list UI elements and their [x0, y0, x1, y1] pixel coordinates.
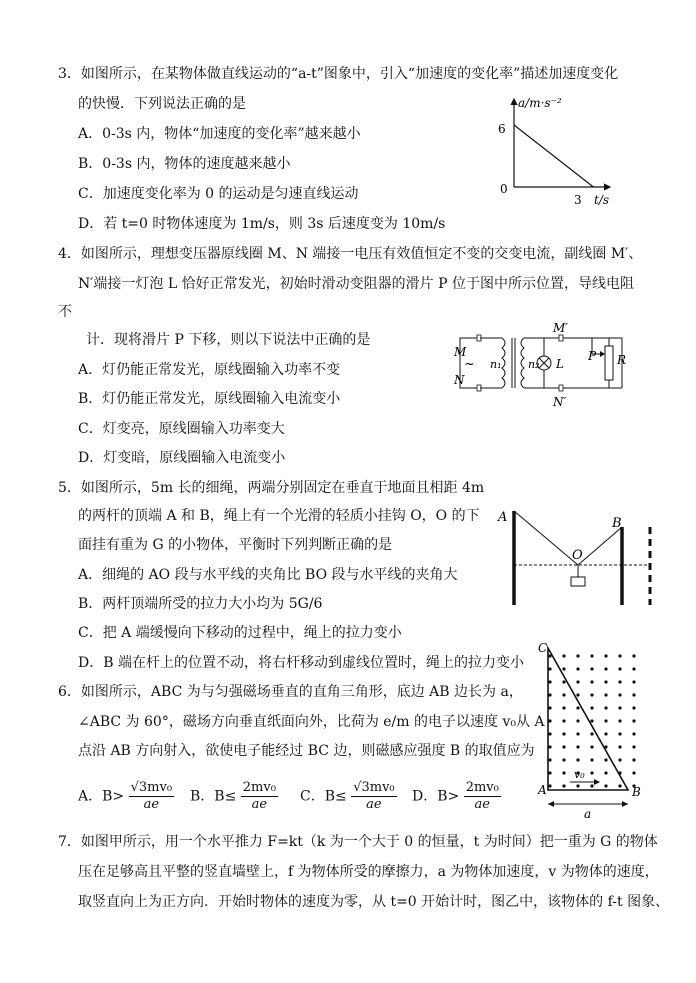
- field-dot: [632, 719, 635, 722]
- field-dot: [576, 680, 579, 683]
- label-c: C: [538, 641, 548, 655]
- field-dot: [562, 758, 565, 761]
- field-dot: [604, 771, 607, 774]
- q5-option-d: D．B 端在杆上的位置不动，将右杆移动到虚线位置时，绳上的拉力变小: [78, 655, 524, 671]
- q6-option-c: [300, 780, 397, 813]
- label-b: B: [612, 516, 622, 531]
- q6-b-num: 2mv₀: [242, 780, 276, 795]
- field-dot: [562, 654, 565, 657]
- field-dot: [590, 680, 593, 683]
- label-b: B: [632, 785, 641, 799]
- field-dot: [576, 758, 579, 761]
- label-a: A: [538, 783, 547, 797]
- q4-option-b: B．灯仍能正常发光，原线圈输入电流变小: [78, 391, 341, 407]
- field-dot: [604, 758, 607, 761]
- q6-option-b: [190, 780, 278, 813]
- q6-d-prefix: D．B>: [412, 788, 460, 805]
- field-dot: [548, 680, 551, 683]
- field-dot: [632, 745, 635, 748]
- field-dot: [576, 732, 579, 735]
- label-m: M: [454, 345, 467, 359]
- field-dot: [590, 784, 593, 787]
- field-dot: [562, 732, 565, 735]
- field-dot: [590, 706, 593, 709]
- q6-d-num: 2mv₀: [465, 780, 499, 795]
- field-dot: [548, 667, 551, 670]
- q5-line2: 的两杆的顶端 A 和 B，绳上有一个光滑的轻质小挂钩 O，O 的下: [78, 508, 480, 524]
- ac-symbol: ~: [464, 357, 475, 372]
- label-n2: n₂: [528, 358, 540, 371]
- field-dot: [562, 693, 565, 696]
- field-dot: [562, 680, 565, 683]
- q6-c-den: ae: [366, 797, 382, 812]
- field-dot: [590, 758, 593, 761]
- q6-a-num: √3mv₀: [130, 780, 173, 795]
- field-dot: [632, 680, 635, 683]
- q3-line1: 3．如图所示，在某物体做直线运动的“a-t”图象中，引入“加速度的变化率”描述加速度变化: [58, 66, 619, 82]
- q4-line2: N′端接一灯泡 L 恰好正常发光，初始时滑动变阻器的滑片 P 位于图中所示位置，导线电阻: [78, 276, 634, 292]
- q6-line1: 6．如图所示，ABC 为与匀强磁场垂直的直角三角形，底边 AB 边长为 a，: [58, 684, 523, 700]
- q6-option-d: [412, 780, 501, 813]
- field-dot: [576, 719, 579, 722]
- field-dot: [562, 745, 565, 748]
- q4-line3: 不: [58, 304, 72, 320]
- field-dot: [590, 693, 593, 696]
- field-dot: [590, 771, 593, 774]
- field-dot: [562, 784, 565, 787]
- field-dot: [548, 693, 551, 696]
- q5-option-a: A．细绳的 AO 段与水平线的夹角比 BO 段与水平线的夹角大: [78, 567, 458, 583]
- rope-ao: [514, 511, 578, 565]
- q7-line3: 取竖直向上为正方向．开始时物体的速度为零，从 t=0 开始计时，图乙中，该物体的 f-t 图象、: [78, 894, 670, 910]
- label-np: N′: [553, 395, 567, 409]
- field-dot: [618, 680, 621, 683]
- q3-at-graph: [490, 95, 620, 210]
- field-dot: [576, 706, 579, 709]
- field-dot: [576, 745, 579, 748]
- field-dot: [562, 706, 565, 709]
- field-dot: [632, 654, 635, 657]
- secondary-coil: [521, 338, 524, 388]
- q6-magnetic-field-diagram: [536, 640, 648, 820]
- field-dot: [618, 758, 621, 761]
- label-a-length: a: [584, 807, 592, 821]
- field-dot: [618, 745, 621, 748]
- q3-series-line: [514, 125, 593, 187]
- field-dot: [618, 667, 621, 670]
- field-dot: [576, 667, 579, 670]
- q6-c-prefix: C．B≤: [300, 788, 347, 805]
- field-dot: [562, 667, 565, 670]
- hanging-weight: [571, 577, 585, 586]
- q3-x-tick: 3: [574, 193, 582, 207]
- q4-line1: 4．如图所示，理想变压器原线圈 M、N 端接一电压有效值恒定不变的交变电流，副线圈 M′、: [58, 246, 643, 262]
- label-p: P: [588, 349, 597, 363]
- field-dot: [576, 654, 579, 657]
- q7-line1: 7．如图甲所示，用一个水平推力 F=kt（k 为一个大于 0 的恒量，t 为时间）把一重为 G 的物体: [58, 834, 658, 850]
- q6-line3: 点沿 AB 方向射入，欲使电子能经过 BC 边，则磁感应强度 B 的取值应为: [78, 743, 535, 759]
- field-dot: [562, 771, 565, 774]
- q6-b-fraction: [241, 780, 278, 813]
- field-dot: [604, 706, 607, 709]
- q7-line2: 压在足够高且平整的竖直墙壁上，f 为物体所受的摩擦力，a 为物体加速度，v 为物体的速度，: [78, 864, 659, 880]
- field-dot: [632, 706, 635, 709]
- field-dot: [548, 784, 551, 787]
- field-dot: [562, 719, 565, 722]
- label-l: L: [556, 357, 564, 371]
- field-dot: [604, 732, 607, 735]
- field-dot: [548, 758, 551, 761]
- field-dot: [618, 719, 621, 722]
- label-v0: v₀: [574, 768, 585, 781]
- q5-line1: 5．如图所示，5m 长的细绳，两端分别固定在垂直于地面且相距 4m: [58, 480, 485, 496]
- q3-origin: 0: [500, 182, 508, 196]
- field-dot: [548, 732, 551, 735]
- field-dot: [632, 693, 635, 696]
- q3-xlabel: t/s: [594, 193, 610, 207]
- field-dot: [548, 719, 551, 722]
- q4-line4: 计．现将滑片 P 下移，则以下说法中正确的是: [86, 332, 371, 348]
- field-dot: [576, 784, 579, 787]
- field-dot: [604, 784, 607, 787]
- field-dot: [618, 784, 621, 787]
- q4-circuit-diagram: [452, 318, 642, 410]
- field-dot: [590, 667, 593, 670]
- field-dot: [604, 654, 607, 657]
- field-dots: [548, 654, 635, 787]
- field-dot: [632, 667, 635, 670]
- field-dot: [618, 732, 621, 735]
- field-dot: [590, 745, 593, 748]
- label-o: O: [572, 548, 583, 563]
- label-n1: n₁: [490, 358, 502, 371]
- field-dot: [604, 680, 607, 683]
- q5-line3: 面挂有重为 G 的小物体，平衡时下列判断正确的是: [78, 537, 393, 553]
- field-dot: [590, 719, 593, 722]
- primary-coil: [502, 338, 505, 388]
- q3-line2: 的快慢．下列说法正确的是: [78, 96, 246, 112]
- rope-bo: [578, 527, 622, 565]
- q5-option-b: B．两杆顶端所受的拉力大小均为 5G/6: [78, 596, 323, 612]
- field-dot: [590, 654, 593, 657]
- q4-option-d: D．灯变暗，原线圈输入电流变小: [78, 450, 286, 466]
- label-a: A: [498, 510, 508, 525]
- q6-a-fraction: [129, 780, 174, 813]
- q6-a-den: ae: [143, 797, 160, 812]
- q3-option-c: C．加速度变化率为 0 的运动是匀速直线运动: [78, 186, 359, 202]
- label-n: N: [454, 373, 465, 387]
- field-dot: [604, 693, 607, 696]
- q5-option-c: C．把 A 端缓慢向下移动的过程中，绳上的拉力变小: [78, 625, 402, 641]
- q6-a-prefix: A．B>: [78, 788, 125, 805]
- field-dot: [632, 771, 635, 774]
- field-dot: [618, 654, 621, 657]
- q4-option-a: A．灯仍能正常发光，原线圈输入功率不变: [78, 362, 341, 378]
- field-dot: [618, 706, 621, 709]
- q3-option-d: D．若 t=0 时物体速度为 1m/s，则 3s 后速度变为 10m/s: [78, 216, 446, 232]
- q3-ylabel: a/m·s⁻²: [518, 96, 562, 110]
- field-dot: [632, 758, 635, 761]
- field-dot: [548, 745, 551, 748]
- field-dot: [604, 667, 607, 670]
- label-mp: M′: [553, 321, 569, 335]
- q6-b-den: ae: [251, 797, 268, 812]
- q3-y-tick: 6: [498, 122, 506, 136]
- q3-option-a: A．0-3s 内，物体“加速度的变化率”越来越小: [78, 126, 361, 142]
- q6-b-prefix: B．B≤: [190, 788, 237, 805]
- q6-c-num: √3mv₀: [353, 780, 395, 795]
- field-dot: [548, 706, 551, 709]
- field-dot: [604, 719, 607, 722]
- q6-d-den: ae: [474, 797, 490, 812]
- q6-line2: ∠ABC 为 60°，磁场方向垂直纸面向外，比荷为 e/m 的电子以速度 v₀从 A: [78, 714, 545, 730]
- q6-option-a: [78, 780, 174, 813]
- field-dot: [576, 693, 579, 696]
- q5-rope-diagram: [496, 505, 664, 607]
- rheostat: [605, 346, 613, 380]
- field-dot: [632, 732, 635, 735]
- label-r: R: [617, 353, 627, 367]
- field-dot: [618, 693, 621, 696]
- q3-option-b: B．0-3s 内，物体的速度越来越小: [78, 156, 291, 172]
- triangle-abc: [548, 648, 628, 790]
- q6-c-fraction: [351, 780, 396, 813]
- q4-option-c: C．灯变亮，原线圈输入功率变大: [78, 421, 285, 437]
- field-dot: [548, 771, 551, 774]
- q6-d-fraction: [464, 780, 501, 813]
- field-dot: [590, 732, 593, 735]
